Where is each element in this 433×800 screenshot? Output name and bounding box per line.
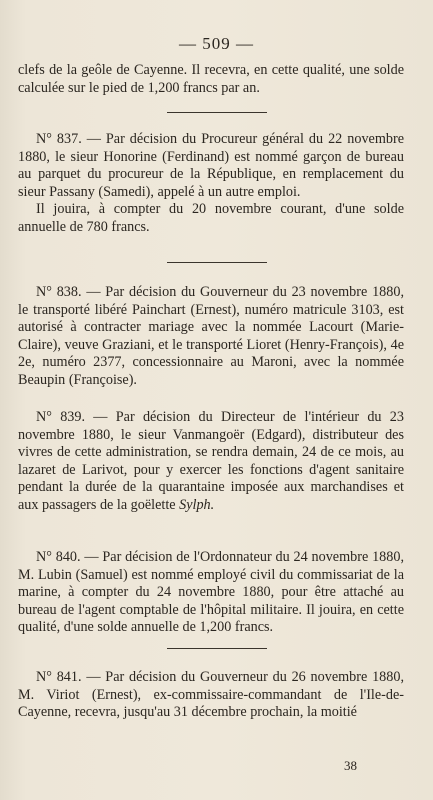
entry-840 bbox=[18, 549, 404, 637]
section-divider bbox=[167, 112, 267, 113]
entry-837-text: N° 837. — Par décision du Procureur général du 22 novembre 1880, le sieur Honorine (Ferdinand) est nommé garçon de bureau au parquet du procureur de la République, en remplacement du sieur Passany (Samedi), appelé à un autre emploi. bbox=[18, 131, 404, 200]
entry-837-solde: Il jouira, à compter du 20 novembre courant, d'une solde annuelle de 780 francs. bbox=[18, 201, 404, 235]
entry-840-text: N° 840. — Par décision de l'Ordonnateur du 24 novembre 1880, M. Lubin (Samuel) est nommé employé civil du commissariat de la marine, à compter du 24 novembre 1880, pour être attaché au bureau de l'agent comptable de l'hôpital militaire. Il jouira, en cette qualité, d'une solde annuelle de 1,200 francs. bbox=[18, 549, 404, 636]
intro-paragraph bbox=[18, 62, 404, 97]
entry-839 bbox=[18, 409, 404, 515]
signature-mark: 38 bbox=[344, 758, 357, 773]
ship-name: Sylph. bbox=[179, 496, 215, 513]
entry-839-body: N° 839. — Par décision du Directeur de l'intérieur du 23 novembre 1880, le sieur Vanmangoër (Edgard), distributeur des vivres de cette administration, se rendra demain, 24 de ce mois, au lazaret de Larivot, pour y exercer les fonctions d'agent sanitaire pendant la durée de la quarantaine imposée aux marchandises et aux passagers de la goëlette bbox=[18, 409, 404, 513]
entry-841-text: N° 841. — Par décision du Gouverneur du 26 novembre 1880, M. Viriot (Ernest), ex-commissaire-commandant de l'Ile-de-Cayenne, recevra, jusqu'au 31 décembre prochain, la moitié bbox=[18, 669, 404, 721]
section-divider bbox=[167, 262, 267, 263]
section-divider bbox=[167, 648, 267, 649]
entry-841 bbox=[18, 669, 404, 722]
entry-839-text bbox=[18, 409, 404, 515]
entry-838 bbox=[18, 284, 404, 390]
page-number: — 509 — bbox=[179, 34, 254, 53]
entry-837 bbox=[18, 131, 404, 237]
entry-838-text: N° 838. — Par décision du Gouverneur du 23 novembre 1880, le transporté libéré Painchart (Ernest), numéro matricule 3103, est autorisé à contracter mariage avec la nommée Lacourt (Marie-Claire), veuve Graziani, et le transporté Lioret (Henry-François), 4e 2e, numéro 2377, concessionnaire au Maroni, avec la nommée Beaupin (Françoise). bbox=[18, 284, 404, 388]
intro-text: clefs de la geôle de Cayenne. Il recevra, en cette qualité, une solde calculée sur le pied de 1,200 francs par an. bbox=[18, 62, 404, 96]
